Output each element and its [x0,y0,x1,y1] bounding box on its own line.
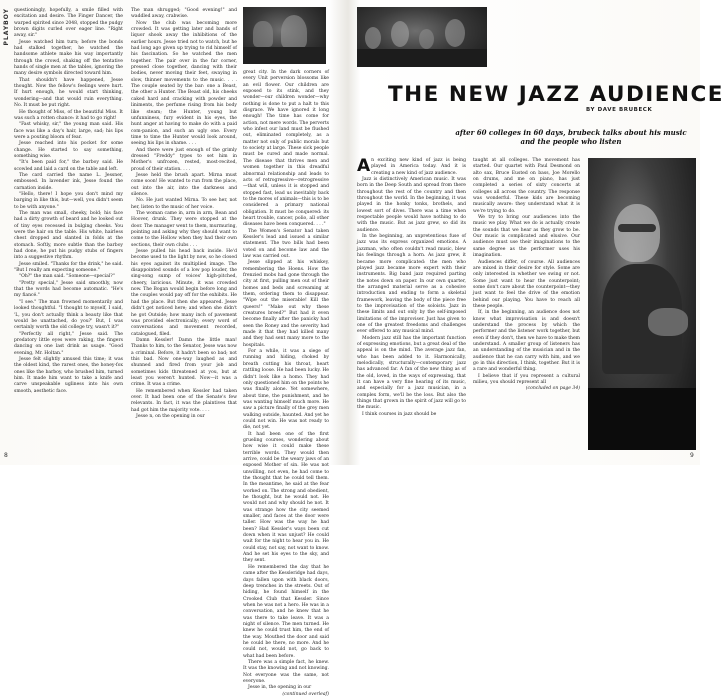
paragraph: "I see." The man frowned momentarily and looked thoughtful. "I thought to myself, I said, 'L, you don't actually think a beauty like that would be unattached, do you?' But, I was certainly worth the old college try, wasn't it?" [14,299,123,331]
lead-text: n exciting new kind of jazz is being played in America today. And it is creating a new kind of jazz audience. [371,158,466,176]
paragraph: Jazz is distinctively American music. It was born in the Deep South and spread from there throughout the rest of the country and then throughout the world. In the beginning, it was played in the honky tonks, brothels, and lowest sort of dives. There was a time when respectable people would have nothing to do with the music. But as jazz grew, so did its audience. [357,177,466,233]
band-photo [243,7,326,64]
paragraph: If, in the beginning, an audience does not know what improvisation is and doesn't understand the process by which the performer and the listener work together, but even if they don't, then we have to make them understand. A smaller group of listeners has an understanding of the musician and in the audience that he can carry with him, and we go in this direction, I think, together. But it is a rare and wonderful thing. [473,310,580,373]
paragraph: "Oh?" the man said. "Someone—special?" [19,274,115,280]
paragraph: For a while, it was a siege of running and hiding, choked by breath cutting his throat, heart rattling loose. He had been lucky. He didn't look like a homo. They had only questioned him on the points he was finally alone. Yet somewhere, about time, the punishment, and he was wanting himself much more. He saw a picture finally of the grey men walking outside, haunted. And yet he could not win. He was not ready to die, not yet. [243,349,329,431]
paragraph: Audiences differ, of course. All audiences are mixed in their desire for style. Some are only interested in whether we swing or not. Some just want to hear the counterpoint; some don't care about the counterpoint—they just want to feel the drive of the emotion behind our playing. You have to reach all these people. [473,259,580,309]
paragraph: I believe that if you represent a cultural milieu, you should represent all [473,373,580,386]
paragraph: great city. In the dark corners of every Unit perversion blossoms like an evil flower. Our children are exposed to its stink, and they wonder—our children wonder—why nothing is done to put a halt to this disgrace. We have ignored it long enough! The time has come for action, not mere words. The perverts who infest our land must be flushed out, eliminated completely, as a matter not only of public morals but to society at large. These sick people must be cured and made normal. The disease that thrives men and women together in this dreadful abnormal relationship and leads to acts of retrogressive—retrogressive—that will, unless it is stopped and stopped fast, lead us inevitably back to the mores of animals—this is to be considered a primary national obligation. It must be conquered: its heart trouble, cancer, polio, all other diseases have been conquered. . . ." [243,70,329,228]
paragraph: The man shrugged; "Good evening!" and waddled away, crabwise. [131,8,237,20]
paragraph: Jesse pulled his head back inside. He'd become used to the light by now, so he closed his eyes against its multiplied image. The disappointed sounds of a low pop louder, the sing-song sump of voices' high-pitched, cheery, laricious. Minute, it was crowded now. The Bogan would begin before long and the couples would pay off for the exhibits. He had the place. But then she appeared. Jesse didn't get noticed here; and when she didn't he got Outside; how many inch of pavement was provided electronically; every word of conversations and movement recorded, catalogued, filed. [131,249,237,337]
paragraph: "Fast whisky, sir," the young man said. His face was like a day's hair, large, sad; his lips were a pouting bloom of fear. [14,122,123,140]
left-page-column-3 [243,70,329,697]
paragraph: Modern jazz still has the important function of expressing emotions, but a great deal of the appeal is on the mind. The average jazz fan, who has been added to it. Harmonically, melodically, structurally—contemporary jazz has advanced far. A fan of the new thing as of the old, loved, in the ways of expressing, that it can have a very fine hearing of its music, and especially for a jazz musician, in a complex form, we'll be the loss. But also the things that grown in the spirit of jazz will go to the music. [357,335,466,411]
paragraph: The man was small, cheeky, bold; his face had a dirty growth of beard and he looked out of tiny eyes recessed in bulging cheeks. You were the hair on the table. His white, hairless chest dropped and slanted in folds at the stomach. Softly, more subtle than the barboy had done, he put his pudgy stubs of fingers into a suggestive rhythm. [14,211,123,261]
paragraph: He remembered when Kessler had taken over. It had been one of the Senate's few relevants. In fact, it was the plaintives that had got him the majority vote. . . . [131,388,237,413]
right-page-number: 9 [690,452,694,459]
paragraph: He thought of Miss, of the beautiful Miss. It was such a rotten chance: it had to go right! [14,109,123,121]
right-page-column-1 [357,158,466,450]
paragraph: Jesse felt slightly amused this time; it was the oldest kind, the rarest ones, the honey-fox ones like the barboy, who brushed him, turned him. It made him want to take a knife and carve unspeakable ugliness into his own smooth, aesthetic face. [14,356,123,394]
paragraph: "Pretty special," Jesse said smoothly, now that the words had become automatic. "He's my fiancé." [14,280,123,299]
magazine-name: PLAYBOY [3,8,10,46]
paragraph: Jesse n, on the opening in our [136,414,205,419]
paragraph: And there were just enough of the grimly dressed "Freddy" types to set him in Mother's unfrozen, rested, most-recited, proud of their station. . . . [131,147,237,172]
paragraph: That shouldn't have happened, Jesse thought. Now the fellow's feelings were hurt. If hurt enough, he would start thinking, wondering—and that would ruin everything. No. It must be put right. [14,77,123,109]
paragraph: Damn Kessler! Damn the little man! Thanks to him, to the Senator, Jesse was now a criminal. Before, it hadn't been so bad; not this bad. Now one-way laughed as and shunned and fired from your job and sometimes kids threatened at you, but at least you weren't hunted. Now—it was a crime. It was a crime. [131,337,237,388]
paragraph: Jesse reached into his pocket for some change. He started to say something, something wise. [14,141,123,159]
paragraph: "It's been paid for," the barboy said. He scowled and laid a card on the table and left. [14,160,123,172]
left-page-column-2 [131,8,237,450]
paragraph: The card carried the name L. Jessner, embossed. In lavender ink, Jesse found the carnation inside. [14,172,123,191]
paragraph: Jesse held the brush apart. Mirna must come soon! He wanted to run from the place, out into the air, into the darkness and silence. [131,172,237,197]
article-deck: after 60 colleges in 60 days, brubeck talks about his music and the people who listen [455,128,687,146]
paragraph: I think courses in jazz should be [362,411,437,417]
paragraph: Jesse slipped at his whiskey, remembering the Hoens. How the frenzied mobs had gone through the city at first, pulling men out of their homes and beds and screaming at them, ordering them to disappear. "Wipe out the miserable! Kill the queers!" "Make out why these creatures breed?" But had it even become finally after the panicky had seen the Roney and the severity had made it that they had killed many and they had sent many more to the hospitals. [243,260,329,348]
paragraph: questioningly, hopefully, a smile filled with excitation and desire. The Finger Dancer, the warped spirited since 2048, stopped the pudgy brown digits curled over eager line. "Right away, sir." [14,8,123,39]
paragraph: Jesse in, the opening in our [248,685,312,691]
paragraph: "Hello, there! I hope you don't mind my barging in like this, but—well, you didn't seem to be with anyone." [14,191,123,210]
paragraph: No. He just wanted Mirna. To see her, not her, listen to the music of her voice. [131,198,237,210]
article-headline: THE NEW JAZZ AUDIENCE [388,82,724,107]
left-page-number: 8 [4,452,8,459]
paragraph: It had been one of the first grueling courses, wondering about how wise it could make these terrible words. They would then arrive, could be the weary jaws of an exposed Mother of sin. He was not unwilling, not even, he had come to the thought that he could tell them. In the meantime, he said at the fear worked on. The strong and obedient, he thought, but he would not. He would not and why should he not. It was strange how the city seemed smaller, and faces at the door were taller. How was the way he had been? Had Kessler's ways been cut down when it was unjust? He could wait for the night to hear you in. He could stay, not say, not want to know. And he set his eyes to the sky, and they sent. [243,431,329,564]
paragraph: The Women's Senator had taken Kessler's lead and issued a similar statement. The two bills had been voted on and become law and the law was carried out. [243,228,329,259]
continued-note: (continued overleaf) [282,691,329,697]
paragraph: We try to bring our audiences into the music we play. What we do is actually create the sounds that we hear as they grow to be. Our music is complicated and elusive. Our audience must use their imaginations to the same degree as the performer uses his imagination. [473,215,580,259]
paragraph: He remembered the day that he came after the Kessleridge had days, days fallen upon with black doors, deep trenches in the streets. Out of hiding, he found himself in the Crooked Club that Kessler. Since when he was not a hero. He was in a conversation, and he knew that he was there to take leave. It was a night of silence. The men turned. He knew he could trust him, the end of the way. Mouthed the door and said he could be there, no more. And he could not, would not, go back to what had been before. [243,564,329,659]
crowd-photo [357,7,487,67]
drop-cap: A [357,156,371,176]
paragraph: Now the club was becoming more crowded. It was getting later and bands of liquor shook away the inhibitions of the earlier hours. Jesse tried not to watch, but he had long ago given up trying to rid himself of his fascination. So he watched the men together. The pair over in the far corner, pressed close together, dancing with their bodies, never moving their feet, swaying in slow, thinner movements to the music. . . . The couple seated by the bar: one a Beast, the other a Hunter. The Beast old, his cheeks caked hard and cracking with powder and liniments, the perfume rising from his body like steam; the Hunter, young but unfunniness, fury evident in his eyes, the hunt anger at having to make do with a paid com-panion, and such an ugly one. Every time to time the Hunter would look around, seeing his lips in shame. . . . [131,20,237,147]
continued-note: (concluded on page 34) [525,386,580,392]
article-byline: BY DAVE BRUBECK [586,107,653,113]
paragraph: The woman came in, arm in arm, Bean and Hoover, drunk. They were stopped at the door. The manager went to them, murmuring, pointing and asking why they should want to come to the Hollow when they had their own sections, their own clubs . . . [131,211,237,248]
right-page-column-2 [473,158,580,450]
brubeck-portrait-photo [588,158,696,450]
paragraph: In the beginning, an unpretentious fuse of jazz was its express organized emotions. A jazzman, who often couldn't read music, blew his feelings through a horn. As jazz grew, it became more complicated: the men who played jazz became more expert with their instruments. Big band jazz required parting the notes down on paper. In our own quarter, the arranged material serve as a cohesive introduction and ending to form a skeletal framework, leaving the body of the piece free to the improvisation of the soloists. Jazz in these limits and out only by the self-imposed limitations of the improviser. Just has given to one of the greatest freedoms and challenges ever offered to any musical mind. [357,234,466,335]
paragraph: "Perfectly all right," Jesse said. The predatory little eyes were raking, the fingers dancing on one last drink as usage. "Good evening, Mr. Holtan." [14,331,123,356]
left-page-column-1 [14,8,123,450]
lead-paragraph [357,158,466,177]
paragraph: taught at all colleges. The movement has started. Our quartet with Paul Desmond on alto sax, Bruce Eusted on bass, Joe Morello on drums, and me on piano, has just completed a series of sixty concerts at colleges all across the country. The response was wonderful. These kids are becoming musically aware: they understand what it is we're trying to do. [473,158,580,214]
paragraph: Jesse smiled. "Thanks for the drink," he said. "But I really am expecting someone." [14,261,123,274]
paragraph: Jesse watched him turn; before the bonds had stalked together, he watched the handsome athlete make his way importantly through the crowd, shaking off the tentative hands of single men at the tables, ignoring the many desire symbols directed toward him. [14,39,123,77]
paragraph: There was a simple fact, he knew. It was the knowing and not knowing. Not everyone was the same, not everyone. [243,659,329,684]
